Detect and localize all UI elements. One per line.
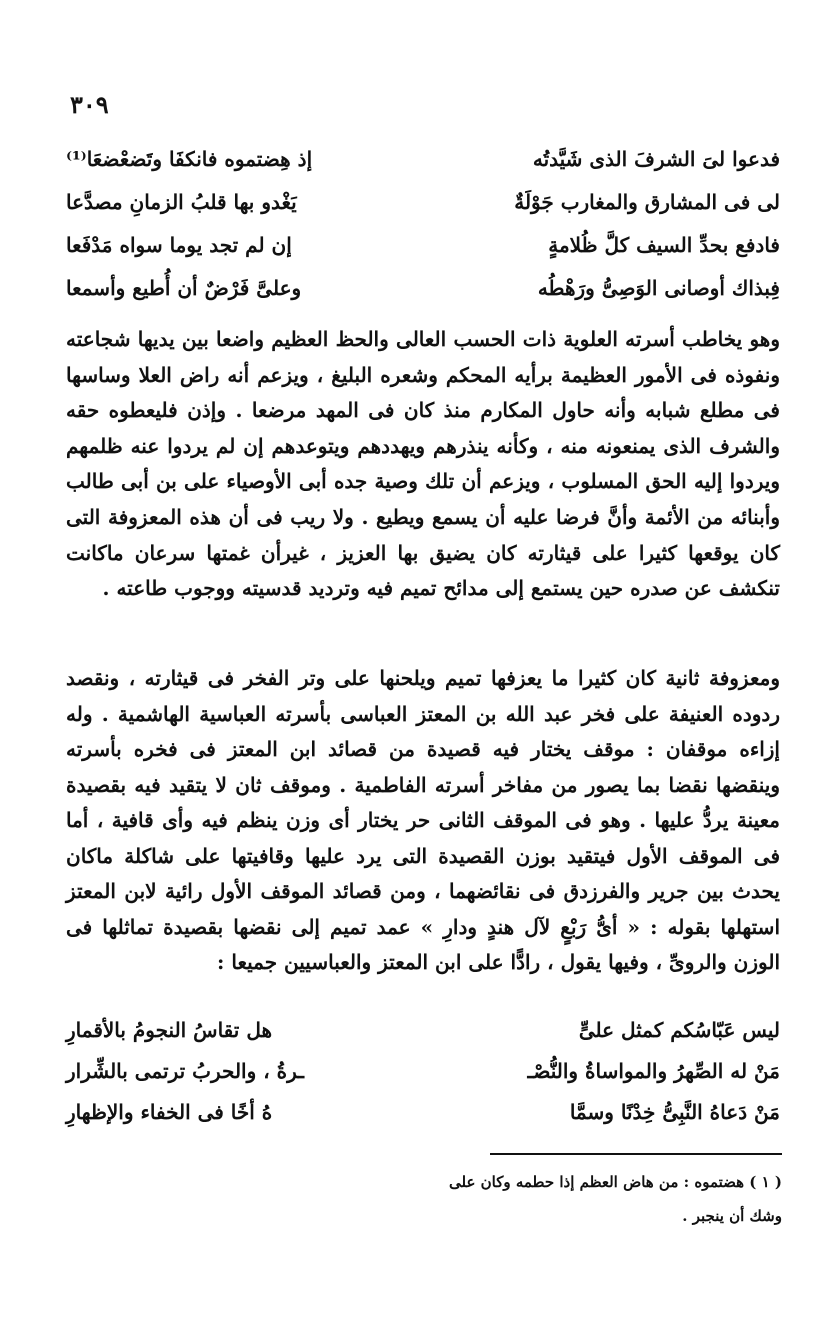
- verse-line: [66, 138, 780, 181]
- footnote-line: ( ١ ) هضتموه : من هاض العظم إذا حطمه وكان على: [449, 1173, 782, 1191]
- verse-second-hemistich: ـرةُ ، والحربُ ترتمى بالشِّرار: [66, 1059, 305, 1083]
- footnote-divider: [490, 1153, 782, 1155]
- paragraph-commentary-1: [66, 322, 780, 607]
- verse-line: [66, 181, 780, 224]
- verse-second-hemistich: وعلىَّ فَرْضٌ أن أُطيع وأسمعا: [66, 276, 302, 300]
- verse-second-hemistich: يَغْدو بها قلبُ الزمانِ مصدَّعا: [66, 190, 297, 214]
- verse-first-hemistich: مَنْ له الصِّهرُ والمواساةُ والنُّصْـ: [527, 1059, 780, 1083]
- paragraph-text: وهو يخاطب أسرته العلوية ذات الحسب العالى والحظ العظيم واضعا بين يديها شجاعته ونفوذه فى الأمور العظيمة برأيه المحكم وشعره البليغ ، ويزعم أنه راض العلا وساسها فى مطلع شبابه وأنه حاول المكارم منذ كان فى المهد مرضعا . وإذن فليعطوه حقه والشرف الذى يمنعونه منه ، وكأنه ينذرهم ويهددهم ويتوعدهم إن لم يردوا عنه ظلمهم ويردوا إليه الحق المسلوب ، ويزعم أن تلك وصية جده أبى الأوصياء على بن أبى طالب وأبنائه من الأئمة وأنَّ فرضا عليه أن يسمع ويطيع . ولا ريب فى أن هذه المعزوفة التى كان يوقعها كثيرا على قيثارته كان يضيق بها العزيز ، غيرأن غمتها سرعان ماكانت تنكشف عن صدره حين يستمع إلى مدائح تميم فيه وترديد قدسيته ووجوب طاعته .: [66, 327, 780, 601]
- paragraph-text: ومعزوفة ثانية كان كثيرا ما يعزفها تميم ويلحنها على وتر الفخر فى قيثارته ، ونقصد ردوده العنيفة على فخر عبد الله بن المعتز العباسى بأسرته العباسية الهاشمية . وله إزاءه موقفان : موقف يختار فيه قصيدة من قصائد ابن المعتز فى فخره بأسرته وينقضها نقضا بما يصور من مفاخر أسرته الفاطمية . وموقف ثان لا يتقيد فيه بقصيدة معينة يردُّ عليها . وهو فى الموقف الثانى حر يختار أى وزن ينظم فيه وأى قافية ، أما فى الموقف الأول فيتقيد بوزن القصيدة التى يرد عليها وقافيتها على شاكلة ماكان يحدث بين جرير والفرزدق فى نقائضهما ، ومن قصائد الموقف الأول رائية لابن المعتز استهلها بقوله : « أىُّ رَبْعٍ لآل هندٍ ودارِ » عمد تميم إلى نقضها بقصيدة تماثلها فى الوزن والروىِّ ، وفيها يقول ، رادًّا على ابن المعتز والعباسيين جميعا :: [66, 666, 780, 974]
- verse-first-hemistich: ليس عَبّاسُكم كمثل علىٍّ: [578, 1018, 780, 1042]
- verse-first-hemistich: فِبذاك أوصانى الوَصِىُّ ورَهْطُه: [537, 276, 780, 300]
- footnotes: [440, 1165, 782, 1233]
- verse-line: [66, 1010, 780, 1051]
- verse-first-hemistich: لى فى المشارق والمغارب جَوْلَةٌ: [514, 190, 780, 214]
- verse-second-hemistich: هُ أخًا فى الخفاء والإظهارِ: [66, 1100, 273, 1124]
- verse-line: [66, 224, 780, 267]
- footnote-line: وشك أن ينجبر .: [682, 1207, 782, 1225]
- verse-line: [66, 1092, 780, 1133]
- verse-line: [66, 267, 780, 310]
- poem-block-1: [66, 138, 780, 310]
- paragraph-commentary-2: [66, 661, 780, 981]
- verse-first-hemistich: فدعوا لىَ الشرفَ الذى شَيَّدتُه: [532, 147, 780, 171]
- verse-second-hemistich: إن لم تجد يوما سواه مَدْفَعا: [66, 233, 292, 257]
- verse-second-hemistich: هل تقاسُ النجومُ بالأقمارِ: [66, 1018, 273, 1042]
- poem-block-2: [66, 1010, 780, 1133]
- verse-second-hemistich: إذ هِضتموه فانكفَا وتَضعْضعَا⁽¹⁾: [66, 147, 313, 171]
- verse-line: [66, 1051, 780, 1092]
- verse-first-hemistich: مَنْ دَعاهُ النَّبِىُّ خِدْنًا وسمَّا: [569, 1100, 780, 1124]
- verse-first-hemistich: فادفع بحدِّ السيف كلَّ ظُلامةٍ: [548, 233, 780, 257]
- page-number: ٣٠٩: [70, 90, 109, 119]
